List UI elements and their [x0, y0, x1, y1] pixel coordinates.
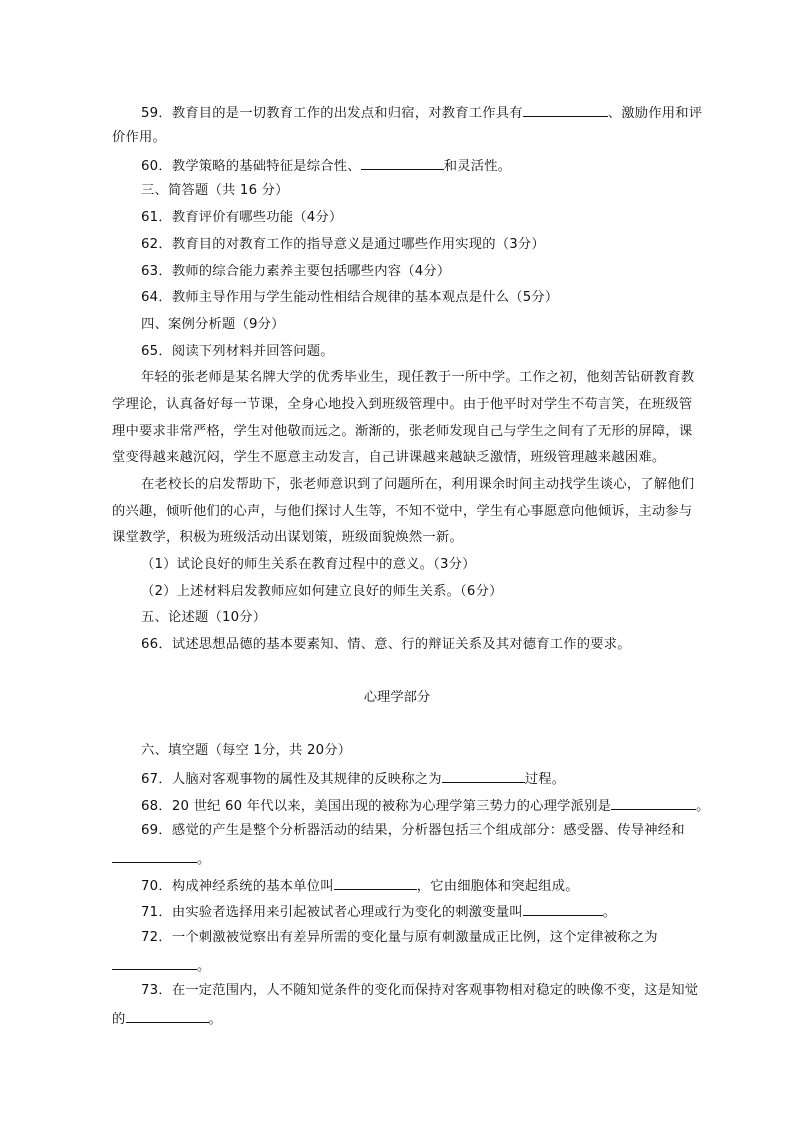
question-64: 64．教师主导作用与学生能动性相结合规律的基本观点是什么（5分） — [141, 290, 559, 305]
question-63: 63．教师的综合能力素养主要包括哪些内容（4分） — [141, 264, 451, 279]
q59-text: 59．教育目的是一切教育工作的出发点和归宿，对教育工作具有 — [141, 106, 523, 121]
q73-text-after: 。 — [208, 1012, 222, 1027]
question-73: 73．在一定范围内，人不随知觉条件的变化而保持对客观事物相对稳定的映像不变，这是知觉 — [141, 983, 699, 998]
case-paragraph-1-line-3: 理中要求非常严格，学生对他敬而远之。渐渐的，张老师发现自己与学生之间有了无形的屏障，课 — [112, 424, 693, 439]
question-61: 61．教育评价有哪些功能（4分） — [141, 210, 343, 225]
q71-text: 71．由实验者选择用来引起被试者心理或行为变化的刺激变量叫 — [141, 905, 523, 920]
q68-text-after: 。 — [696, 799, 710, 814]
question-72-continued — [112, 956, 211, 976]
case-paragraph-2-line-2: 的兴趣，倾听他们的心声，与他们探讨人生等，不知不觉中，学生有心事愿意向他倾诉，主动参与 — [112, 504, 693, 519]
question-70 — [141, 876, 579, 896]
q73-blank — [126, 1009, 209, 1023]
q70-text-after: ，它由细胞体和突起组成。 — [416, 879, 579, 894]
q68-blank — [611, 796, 696, 810]
question-68 — [141, 796, 710, 816]
q60-text: 60．教学策略的基础特征是综合性、 — [141, 159, 361, 174]
psychology-section-title: 心理学部分 — [363, 690, 431, 705]
q71-blank — [523, 902, 603, 916]
q60-blank — [361, 156, 444, 170]
case-paragraph-1-line-2: 学理论，认真备好每一节课，全身心地投入到班级管理中。由于他平时对学生不苟言笑，在班级管 — [112, 397, 693, 412]
question-67 — [141, 769, 565, 789]
question-72: 72．一个刺激被觉察出有差异所需的变化量与原有刺激量成正比例，这个定律被称之为 — [141, 930, 658, 945]
q73-text-before: 的 — [112, 1012, 126, 1027]
question-65: 65．阅读下列材料并回答问题。 — [141, 344, 334, 359]
question-66: 66．试述思想品德的基本要素知、情、意、行的辩证关系及其对德育工作的要求。 — [141, 637, 631, 652]
section-6-heading: 六、填空题（每空 1分，共 20分） — [141, 743, 352, 758]
question-59 — [141, 103, 702, 123]
q72-text-after: 。 — [197, 959, 211, 974]
case-paragraph-2-line-1: 在老校长的启发帮助下，张老师意识到了问题所在，利用课余时间主动找学生谈心，了解他们 — [141, 477, 695, 492]
q69-text-after: 。 — [197, 852, 211, 867]
question-71 — [141, 902, 616, 922]
case-paragraph-2-line-3: 课堂教学，积极为班级活动出谋划策，班级面貌焕然一新。 — [112, 530, 463, 545]
question-59-continued: 价作用。 — [112, 130, 166, 145]
q59-blank — [523, 103, 608, 117]
case-paragraph-1-line-1: 年轻的张老师是某名牌大学的优秀毕业生，现任教于一所中学。工作之初，他刻苦钻研教育教 — [141, 370, 695, 385]
question-60 — [141, 156, 511, 176]
q72-blank — [112, 956, 197, 970]
question-69-continued — [112, 849, 211, 869]
q71-text-after: 。 — [602, 905, 617, 920]
question-65-part-1: （1）试论良好的师生关系在教育过程中的意义。（3分） — [141, 557, 476, 572]
q67-blank — [442, 769, 525, 783]
q67-text: 67．人脑对客观事物的属性及其规律的反映称之为 — [141, 772, 442, 787]
q70-text: 70．构成神经系统的基本单位叫 — [141, 879, 334, 894]
question-73-continued — [112, 1009, 222, 1029]
question-65-part-2: （2）上述材料启发教师应如何建立良好的师生关系。（6分） — [141, 584, 503, 599]
section-3-heading: 三、简答题（共 16 分） — [141, 183, 289, 198]
q59-text-after: 、激励作用和评 — [607, 106, 703, 121]
q60-text-after: 和灵活性。 — [443, 159, 512, 174]
q68-text: 68．20 世纪 60 年代以来，美国出现的被称为心理学第三势力的心理学派别是 — [141, 799, 612, 814]
question-69: 69．感觉的产生是整个分析器活动的结果，分析器包括三个组成部分：感受器、传导神经和 — [141, 823, 685, 838]
section-4-heading: 四、案例分析题（9分） — [141, 317, 285, 332]
q69-blank — [112, 849, 197, 863]
section-5-heading: 五、论述题（10分） — [141, 610, 267, 625]
q70-blank — [334, 876, 417, 890]
question-62: 62．教育目的对教育工作的指导意义是通过哪些作用实现的（3分） — [141, 237, 545, 252]
case-paragraph-1-line-4: 堂变得越来越沉闷，学生不愿意主动发言，自己讲课越来越缺乏激情，班级管理越来越困难。 — [112, 450, 666, 465]
q67-text-after: 过程。 — [524, 772, 566, 787]
